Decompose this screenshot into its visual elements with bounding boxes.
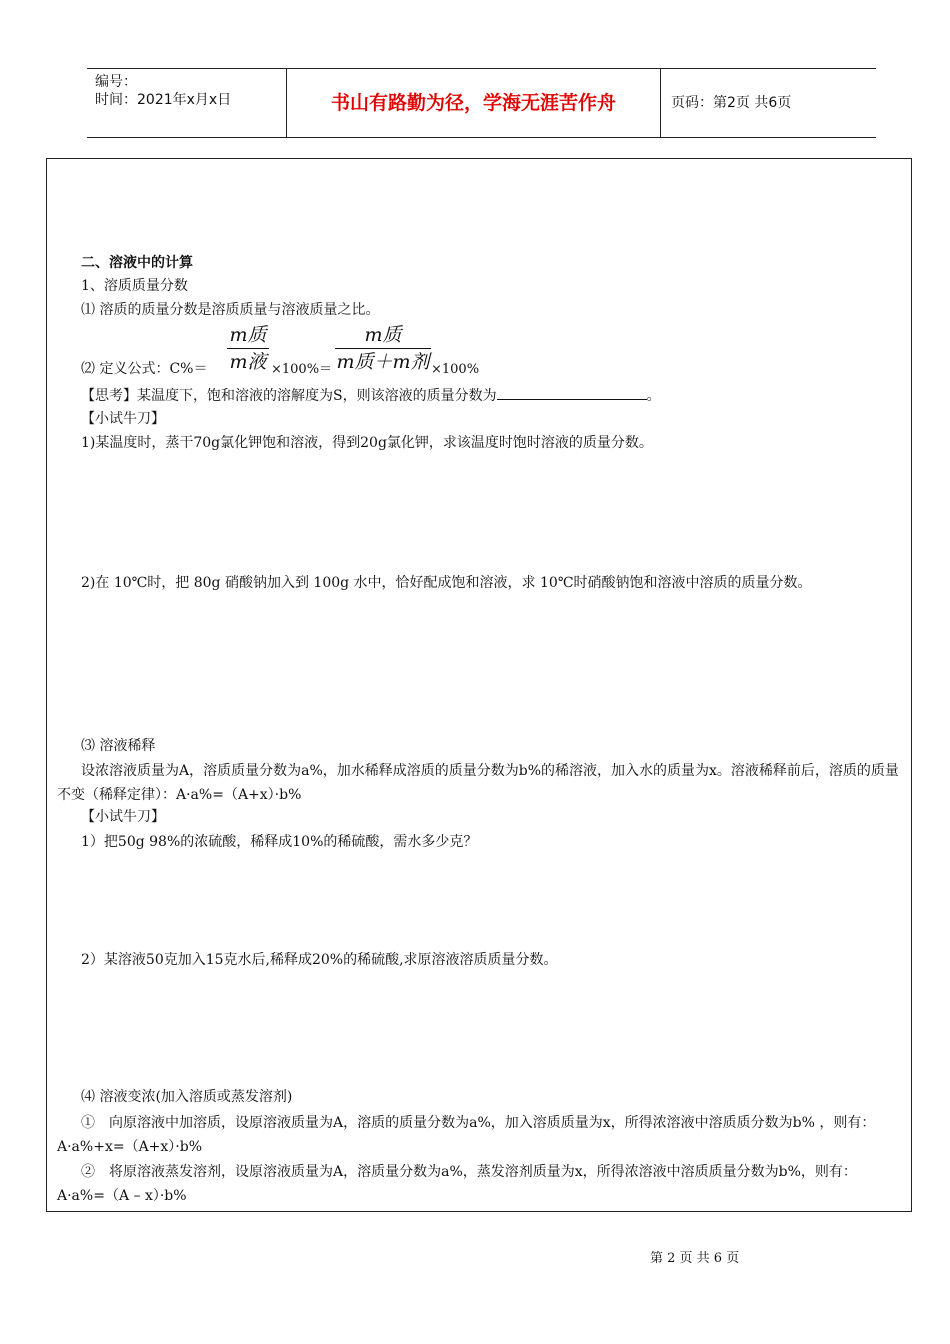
page-header [87,68,876,138]
practice-question: 1）把50g 98%的浓硫酸，稀释成10%的稀硫酸，需水多少克？ [81,834,478,850]
practice-question: 1)某温度时，蒸干70g氯化钾饱和溶液，得到20g氯化钾，求该温度时饱时溶液的质量分数。 [81,435,653,451]
answer-blank[interactable] [497,385,647,400]
concentrate-item: ② 将原溶液蒸发溶剂，设原溶液质量为A，溶质量分数为a%，蒸发溶剂质量为x，所得浓溶液中溶质质量分数为b%，则有：A·a%=（A – x）·b% [57,1164,857,1204]
header-motto: 书山有路勤为径，学海无涯苦作舟 [330,92,616,114]
practice-question: 2)在 10℃时，把 80g 硝酸钠加入到 100g 水中，恰好配成饱和溶液，求 10℃时硝酸钠饱和溶液中溶质的质量分数。 [81,575,812,591]
number-label: 编号： [95,74,137,90]
concentrate-item: ① 向原溶液中加溶质，设原溶液质量为A，溶质的质量分数为a%，加入溶质质量为x，所得浓溶液中溶质质分数为b% ，则有：A·a%+x=（A+x）·b% [57,1115,876,1155]
fraction-numerator: m质 [229,324,267,346]
formula-fraction-2 [335,322,431,375]
header-divider [660,69,661,137]
practice-title: 【小试牛刀】 [81,809,165,825]
date-label: 时间：2021年x月x日 [95,92,232,108]
practice-title: 【小试牛刀】 [81,411,165,427]
fraction-denominator: m质＋m剂 [335,348,431,375]
subsection-title: 1、溶质质量分数 [81,278,188,294]
content-box [46,158,912,1212]
formula-fraction-1 [227,322,269,375]
section-title: 二、溶液中的计算 [81,255,193,271]
formula-prefix: ⑵ 定义公式：C%＝ [81,361,208,377]
header-meta [95,73,285,109]
think-end: 。 [646,388,661,404]
subsection-title: ⑶ 溶液稀释 [81,738,156,754]
practice-question: 2）某溶液50克加入15克水后,稀释成20%的稀硫酸,求原溶液溶质质量分数。 [81,952,558,968]
formula-mid: ×100%＝ [271,362,333,377]
fraction-numerator: m质 [364,324,402,346]
dilution-text: 设浓溶液质量为A，溶质质量分数为a%，加水稀释成溶质的质量分数为b%的稀溶液，加入水的质量为x。溶液稀释前后，溶质的质量不变（稀释定律）：A·a%=（A+x）·b% [57,763,899,803]
think-text: 【思考】某温度下，饱和溶液的溶解度为S，则该溶液的质量分数为 [81,388,497,404]
header-page-info: 页码：第2页 共6页 [671,95,792,111]
definition-text: ⑴ 溶质的质量分数是溶质质量与溶液质量之比。 [81,302,380,318]
subsection-title: ⑷ 溶液变浓(加入溶质或蒸发溶剂) [81,1089,293,1105]
fraction-denominator: m液 [227,348,269,375]
page-footer: 第 2 页 共 6 页 [650,1251,740,1266]
formula-suffix: ×100% [431,362,480,377]
think-question [81,385,661,406]
